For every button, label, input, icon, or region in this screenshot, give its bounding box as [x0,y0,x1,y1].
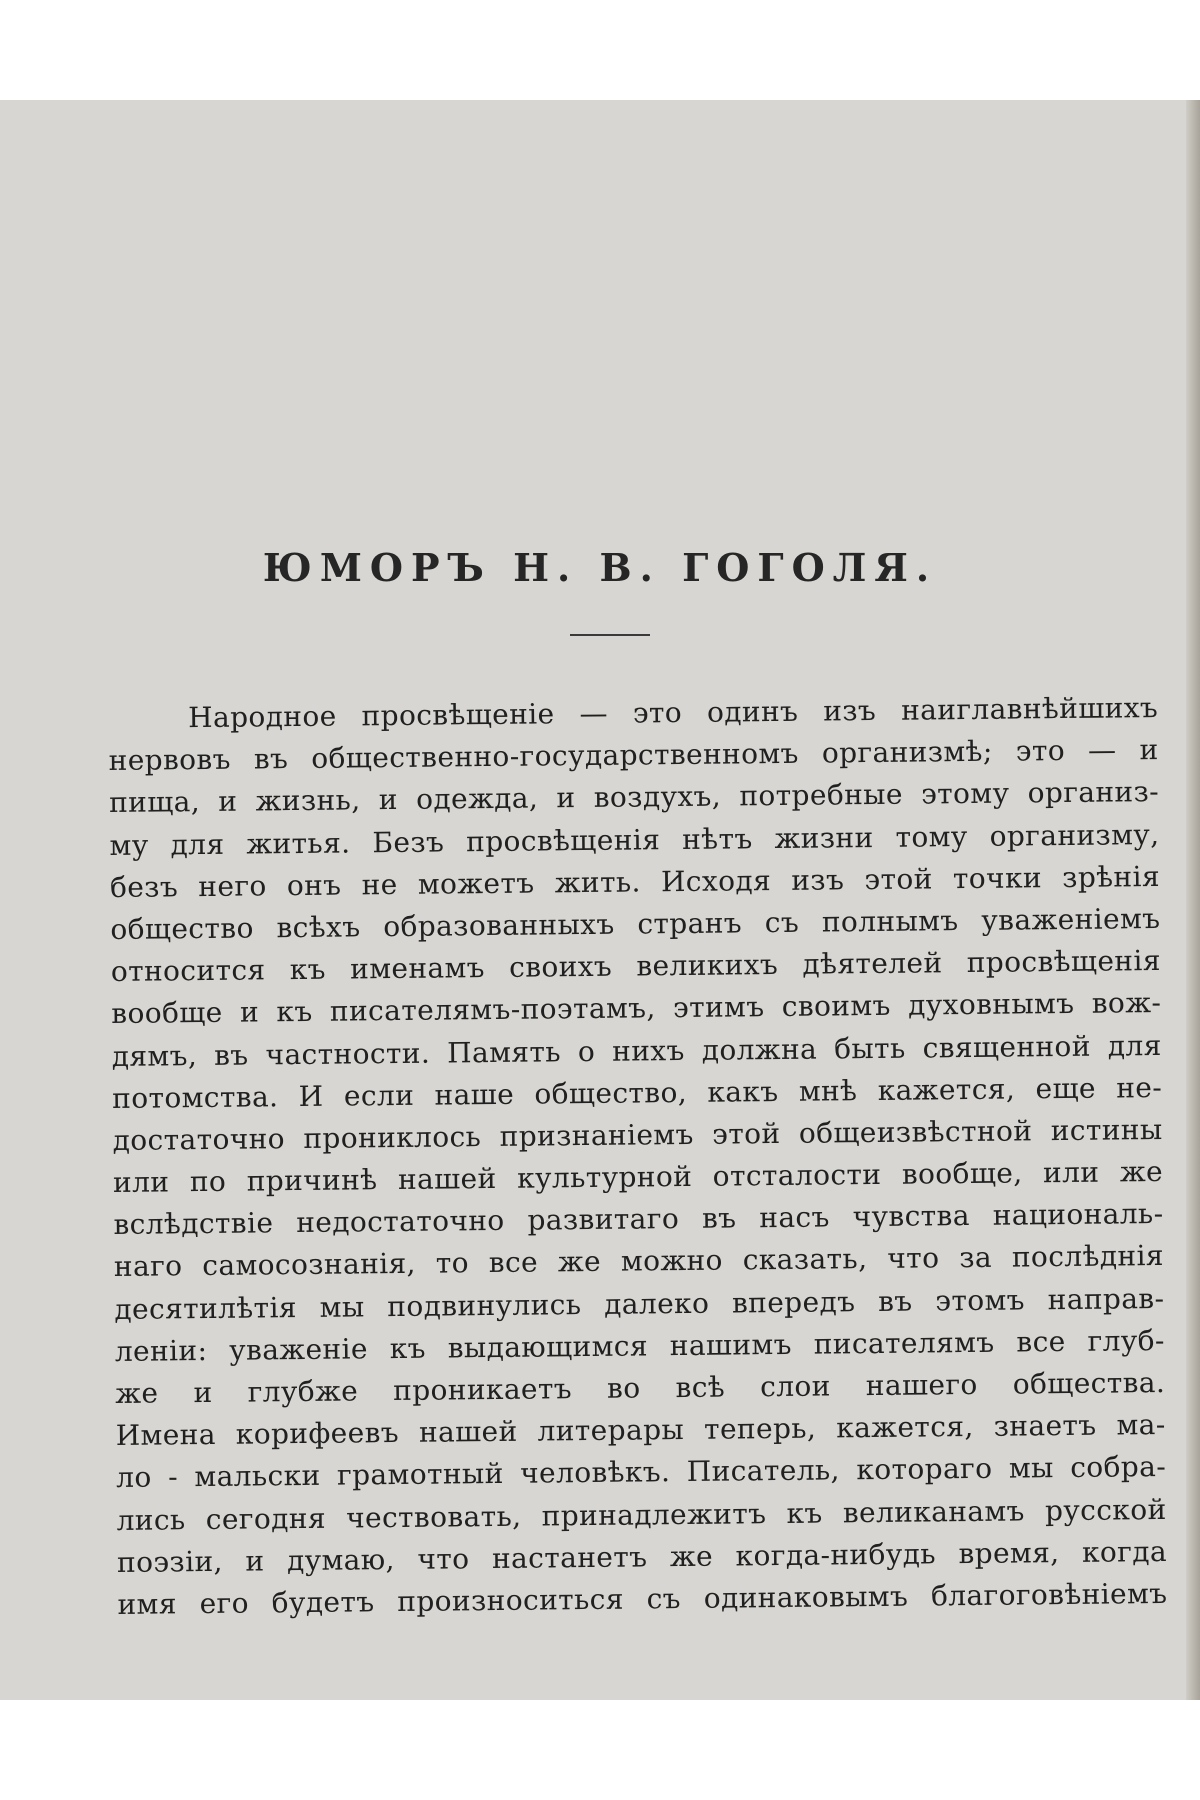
bleed-heading [105,382,1115,416]
bleed-line [105,138,1115,172]
bleed-line [105,240,1115,274]
bleed-through-text [105,104,1115,416]
text-line: лись сегодня чествовать, принадлежитъ къ великанамъ русской [116,1492,1167,1537]
bleed-line [105,206,1115,240]
page-title: ЮМОРЪ Н. В. ГОГОЛЯ. [262,545,938,590]
text-line: потомства. И если наше общество, какъ мнѣ кажется, еще не- [112,1070,1163,1115]
text-line: же и глубже проникаетъ во всѣ слои нашего общества. [115,1365,1166,1410]
text-line: му для житья. Безъ просвѣщенія нѣтъ жизни тому организму, [109,817,1160,862]
bleed-line [105,172,1115,206]
text-line: дямъ, въ частности. Память о нихъ должна быть священной для [111,1028,1162,1073]
text-line: поэзіи, и думаю, что настанетъ же когда-нибудь время, когда [116,1534,1168,1579]
bleed-line [105,274,1115,308]
text-line: вообще и къ писателямъ-поэтамъ, этимъ своимъ духовнымъ вож- [111,986,1162,1031]
text-line: вслѣдствіе недостаточно развитаго въ насъ чувства националь- [113,1197,1164,1242]
text-line: безъ него онъ не можетъ жить. Исходя изъ этой точки зрѣнія [109,859,1161,904]
text-line: Имена корифеевъ нашей литерары теперь, кажется, знаетъ ма- [115,1408,1166,1453]
body-paragraph [108,687,1168,1626]
title-divider [570,634,650,636]
text-line: относится къ именамъ своихъ великихъ дѣятелей просвѣщенія [110,944,1161,989]
bleed-line [105,308,1115,342]
text-line: достаточно прониклось признаніемъ этой общеизвѣстной истины [112,1112,1163,1157]
text-line: десятилѣтія мы подвинулись далеко впередъ въ этомъ направ- [114,1281,1165,1326]
text-line: ло - мальски грамотный человѣкъ. Писатель, котораго мы собра- [115,1450,1167,1495]
text-line: имя его будетъ произноситься съ одинаковымъ благоговѣніемъ [117,1576,1168,1621]
text-line: общество всѣхъ образованныхъ странъ съ полнымъ уваженіемъ [110,901,1161,946]
text-line: леніи: уваженіе къ выдающимся нашимъ писателямъ все глуб- [114,1323,1165,1368]
text-line: пища, и жизнь, и одежда, и воздухъ, потребные этому организ- [108,775,1160,820]
text-line: Народное просвѣщеніе — это одинъ изъ наиглавнѣйшихъ [188,691,1159,735]
bleed-line [105,104,1115,138]
text-line: наго самосознанія, то все же можно сказать, что за послѣднія [113,1239,1165,1284]
page-photo [0,100,1200,1700]
text-line: или по причинѣ нашей культурной отсталости вообще, или же [112,1155,1164,1200]
text-line: нервовъ въ общественно-государственномъ организмѣ; это — и [108,733,1159,778]
